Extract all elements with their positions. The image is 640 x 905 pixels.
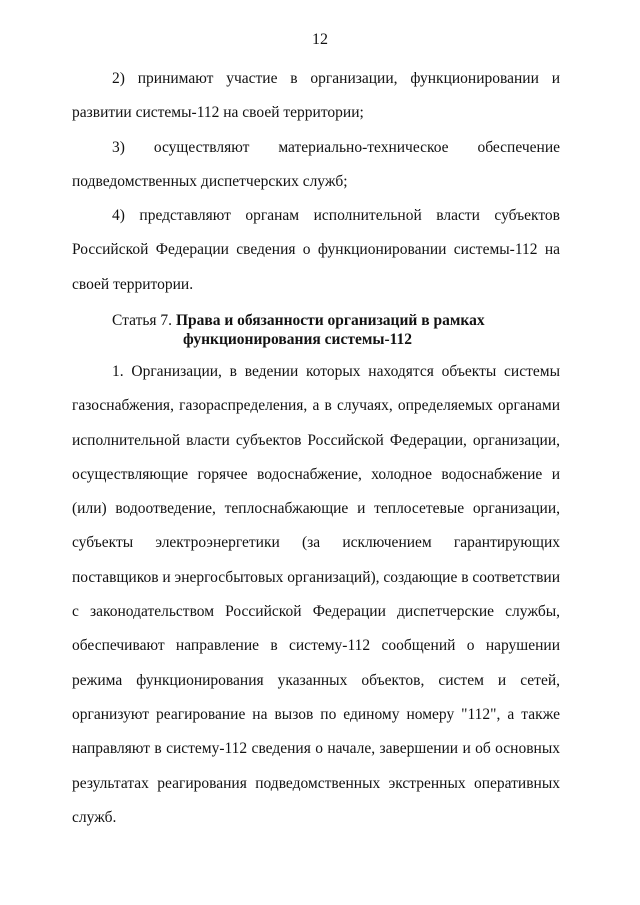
article-heading (72, 311, 560, 349)
list-item-3: 3) осуществляют материально-техническое обеспечение подведомственных диспетчерских служб; (72, 139, 560, 191)
list-item-4: 4) представляют органам исполнительной власти субъектов Российской Федерации сведения о функционировании системы-112 на своей территории. (72, 207, 560, 293)
article-prefix: Статья 7. (112, 312, 173, 329)
article-heading-line1 (72, 311, 560, 330)
page-number: 12 (312, 31, 328, 48)
article-title-line1: Права и обязанности организаций в рамках (175, 312, 485, 329)
list-item-2: 2) принимают участие в организации, функционировании и развитии системы-112 на своей территории; (72, 70, 560, 122)
article-title-line2: функционирования системы-112 (183, 331, 413, 348)
article-paragraph-1: 1. Организации, в ведении которых находятся объекты системы газоснабжения, газораспределения, а в случаях, определяемых органами исполнительной власти субъектов Российской Федерации, организации, осуществляющие горячее водоснабжение, холодное водоснабжение и (или) водоотведение, теплоснабжающие и теплосетевые организации, субъекты электроэнергетики (за исключением гарантирующих поставщиков и энергосбытовых организаций), создающие в соответствии с законодательством Российской Федерации диспетчерские службы, обеспечивают направление в систему-112 сообщений о нарушении режима функционирования указанных объектов, систем и сетей, организуют реагирование на вызов по единому номеру "112", а также направляют в систему-112 сведения о начале, завершении и об основных результатах реагирования подведомственных экстренных оперативных служб. (72, 363, 560, 826)
